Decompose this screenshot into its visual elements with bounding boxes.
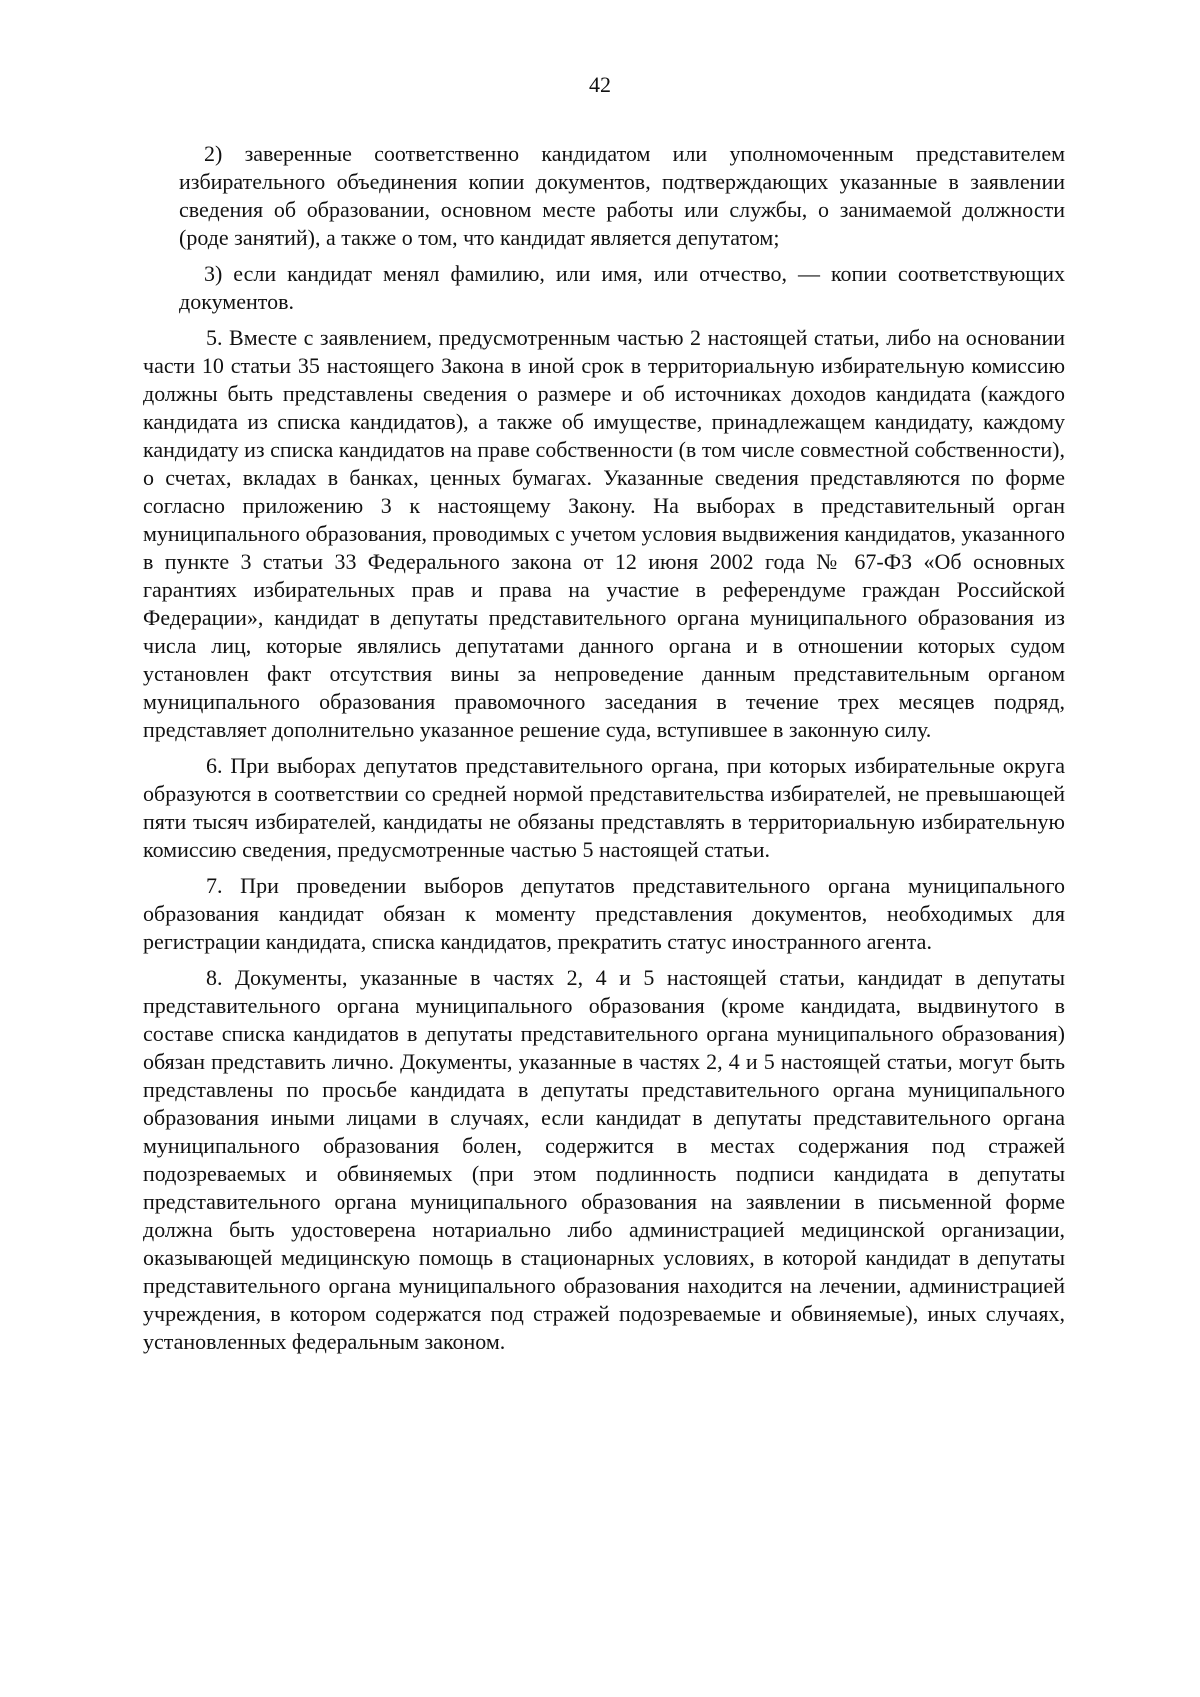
list-item-3-name-change-documents: 3) если кандидат менял фамилию, или имя, или отчество, — копии соответствующих документов. [179, 261, 1065, 314]
paragraph-5-income-and-property: 5. Вместе с заявлением, предусмотренным частью 2 настоящей статьи, либо на основании части 10 статьи 35 настоящего Закона в иной срок в территориальную избирательную комиссию должны быть представлены сведения о размере и об источниках доходов кандидата (каждого кандидата из списка кандидатов), а также об имуществе, принадлежащем кандидату, каждому кандидату из списка кандидатов на праве собственности (в том числе совместной собственности), о счетах, вкладах в банках, ценных бумагах. Указанные сведения представляются по форме согласно приложению 3 к настоящему Закону. На выборах в представительный орган муниципального образования, проводимых с учетом условия выдвижения кандидатов, указанного в пункте 3 статьи 33 Федерального закона от 12 июня 2002 года № 67-ФЗ «Об основных гарантиях избирательных прав и права на участие в референдуме граждан Российской Федерации», кандидат в депутаты представительного органа муниципального образования из числа лиц, которые являлись депутатами данного органа и в отношении которых судом установлен факт отсутствия вины за непроведение данным представительным органом муниципального образования правомочного заседания в течение трех месяцев подряд, представляет дополнительно указанное решение суда, вступившее в законную силу. [143, 325, 1065, 742]
paragraph-6-exemption: 6. При выборах депутатов представительного органа, при которых избирательные округа образуются в соответствии со средней нормой представительства избирателей, не превышающей пяти тысяч избирателей, кандидаты не обязаны представлять в территориальную избирательную комиссию сведения, предусмотренные частью 5 настоящей статьи. [143, 753, 1065, 862]
page-number: 42 [589, 72, 611, 97]
list-item-2-copies-of-documents: 2) заверенные соответственно кандидатом или уполномоченным представителем избирательного объединения копии документов, подтверждающих указанные в заявлении сведения об образовании, основном месте работы или службы, о занимаемой должности (роде занятий), а также о том, что кандидат является депутатом; [179, 141, 1065, 250]
paragraph-8-submission-in-person: 8. Документы, указанные в частях 2, 4 и 5 настоящей статьи, кандидат в депутаты представительного органа муниципального образования (кроме кандидата, выдвинутого в составе списка кандидатов в депутаты представительного органа муниципального образования) обязан представить лично. Документы, указанные в частях 2, 4 и 5 настоящей статьи, могут быть представлены по просьбе кандидата в депутаты представительного органа муниципального образования иными лицами в случаях, если кандидат в депутаты представительного органа муниципального образования болен, содержится в местах содержания под стражей подозреваемых и обвиняемых (при этом подлинность подписи кандидата в депутаты представительного органа муниципального образования на заявлении в письменной форме должна быть удостоверена нотариально либо администрацией медицинской организации, оказывающей медицинскую помощь в стационарных условиях, в которой кандидат в депутаты представительного органа муниципального образования находится на лечении, администрацией учреждения, в котором содержатся под стражей подозреваемые и обвиняемые), иных случаях, установленных федеральным законом. [143, 965, 1065, 1354]
document-body [143, 140, 1065, 1364]
paragraph-7-foreign-agent-status: 7. При проведении выборов депутатов представительного органа муниципального образования кандидат обязан к моменту представления документов, необходимых для регистрации кандидата, списка кандидатов, прекратить статус иностранного агента. [143, 873, 1065, 954]
